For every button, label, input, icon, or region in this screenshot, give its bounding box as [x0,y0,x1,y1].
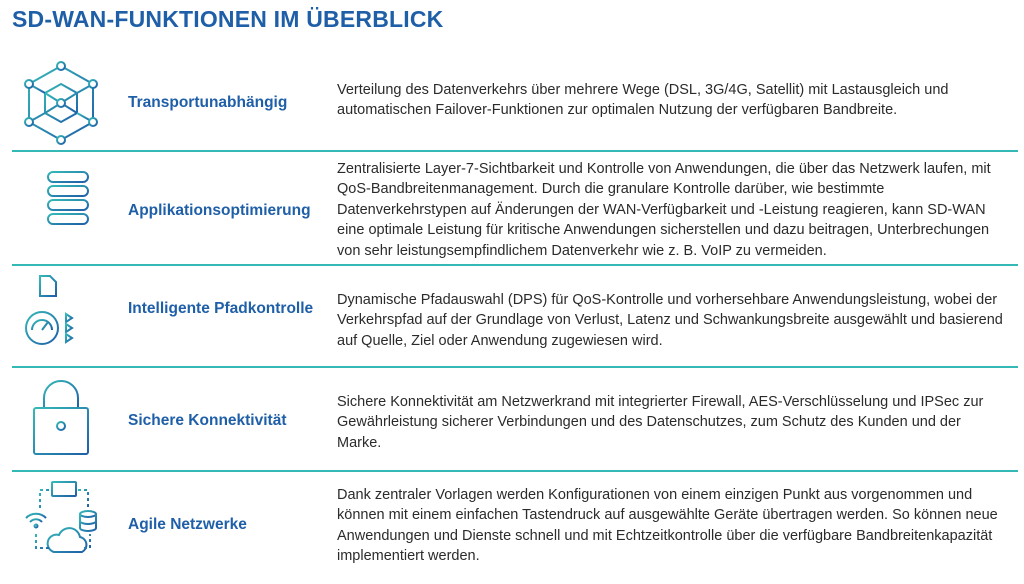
padlock-icon [18,374,104,460]
feature-name-secure: Sichere Konnektivität [128,412,287,429]
feature-description-secure: Sichere Konnektivität am Netzwerkrand mit integrierter Firewall, AES-Verschlüsselung und IPSec zur Gewährleistung sicherer Verbindungen und des Datenschutzes, zum Schutz des Kunden und der Marke. [337,394,984,451]
path-gauge-icon [18,272,104,358]
network-hexagon-icon [18,60,104,146]
row-divider [12,470,1018,472]
feature-name-agile: Agile Netzwerke [128,516,247,533]
row-divider [12,150,1018,152]
feature-description-path-control: Dynamische Pfadauswahl (DPS) für QoS-Kontrolle und vorhersehbare Anwendungsleistung, wobei der Verkehrspfad auf der Grundlage von Verlust, Latenz und Schwankungsbreite ausgewählt und basierend auf Quelle, Ziel oder Anwendung zugewiesen wird. [337,292,1003,349]
devices-cloud-icon [18,478,104,564]
feature-name-application: Applikationsoptimierung [128,202,311,219]
row-divider [12,366,1018,368]
page-title: SD-WAN-FUNKTIONEN IM ÜBERBLICK [12,6,444,32]
row-divider [12,264,1018,266]
feature-name-path-control: Intelligente Pfadkontrolle [128,300,314,317]
feature-description-agile: Dank zentraler Vorlagen werden Konfigurationen von einem einzigen Punkt aus vorgenommen und können mit einem einfachen Tastendruck auf ausgewählte Geräte übertragen werden. So können neue Anwendungen und Dienste schnell und mit Echtzeitkontrolle über die verfügbare Bandbreitenkapazität implementiert werden. [337,487,998,565]
feature-description-transport: Verteilung des Datenverkehrs über mehrere Wege (DSL, 3G/4G, Satellit) mit Lastausgleich und automatischen Failover-Funktionen zur optimalen Nutzung der verfügbaren Bandbreite. [337,82,949,119]
application-stack-icon [18,166,104,252]
feature-description-application: Zentralisierte Layer-7-Sichtbarkeit und Kontrolle von Anwendungen, die über das Netzwerk laufen, mit QoS-Bandbreitenmanagement. Durch die granulare Kontrolle darüber, wie bestimmte Datenverkehrstypen auf Änderungen der WAN-Verfügbarkeit und -Leistung reagieren, kann SD-WAN eine optimale Leistung für kritische Anwendungen sicherstellen und dazu beitragen, Unterbrechungen von sehr leistungsempfindlichem Datenverkehr wie z. B. VoIP zu vermeiden. [337,161,991,259]
feature-name-transport: Transportunabhängig [128,94,288,111]
